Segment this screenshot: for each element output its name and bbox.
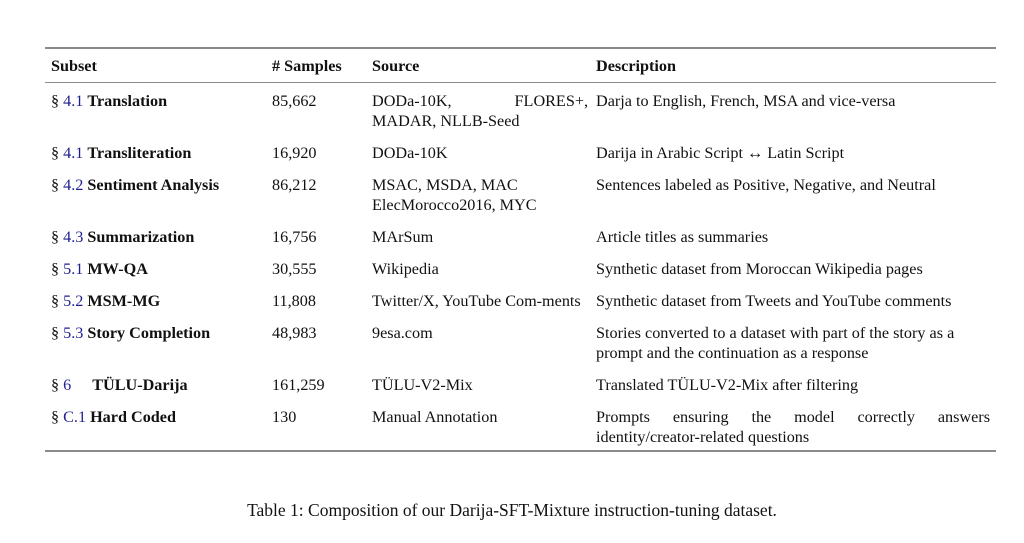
- subset-name: Hard Coded: [90, 408, 176, 426]
- subset-name: Summarization: [87, 228, 195, 246]
- subset-name: Transliteration: [87, 144, 192, 162]
- subset-name: MSM-MG: [87, 292, 161, 310]
- subset-cell: [45, 220, 272, 252]
- section-symbol: §: [51, 144, 60, 162]
- table-row: [45, 168, 996, 220]
- section-link[interactable]: 4.1: [63, 144, 84, 162]
- section-symbol: §: [51, 292, 60, 310]
- description-cell: Sentences labeled as Positive, Negative, and Neutral: [596, 176, 936, 194]
- samples-cell: 85,662: [272, 92, 317, 110]
- subset-cell: [45, 284, 272, 316]
- section-symbol: §: [51, 92, 60, 110]
- dataset-composition-table: [45, 47, 996, 452]
- source-cell: Twitter/X, YouTube Com-ments: [372, 292, 581, 310]
- section-symbol: §: [51, 324, 60, 342]
- source-cell: Manual Annotation: [372, 408, 498, 426]
- source-cell: MSAC, MSDA, MAC ElecMorocco2016, MYC: [372, 176, 537, 214]
- subset-name: TÜLU-Darija: [92, 376, 188, 394]
- description-cell: Synthetic dataset from Tweets and YouTube comments: [596, 292, 952, 310]
- section-symbol: §: [51, 376, 60, 394]
- subset-cell: [45, 316, 272, 368]
- table-row: [45, 368, 996, 400]
- samples-cell: 16,920: [272, 144, 317, 162]
- samples-cell: 86,212: [272, 176, 317, 194]
- section-link[interactable]: 4.2: [63, 176, 84, 194]
- description-cell: Stories converted to a dataset with part of the story as a prompt and the continuation as a response: [596, 324, 955, 362]
- subset-name: Story Completion: [87, 324, 211, 342]
- section-symbol: §: [51, 176, 60, 194]
- samples-cell: 130: [272, 408, 297, 426]
- subset-name: Translation: [87, 92, 168, 110]
- dataset-composition-table-container: [45, 47, 996, 452]
- table-row: [45, 220, 996, 252]
- section-link[interactable]: 6: [63, 376, 72, 394]
- section-link[interactable]: C.1: [63, 408, 87, 426]
- source-cell: DODa-10K: [372, 144, 448, 162]
- section-symbol: §: [51, 260, 60, 278]
- samples-cell: 30,555: [272, 260, 317, 278]
- description-cell: Synthetic dataset from Moroccan Wikipedia pages: [596, 260, 923, 278]
- subset-name: MW-QA: [87, 260, 148, 278]
- header-description: Description: [596, 57, 677, 75]
- subset-cell: [45, 83, 272, 137]
- description-cell: Darja to English, French, MSA and vice-versa: [596, 92, 896, 110]
- table-row: [45, 400, 996, 451]
- subset-cell: [45, 136, 272, 168]
- table-header: [45, 48, 996, 83]
- header-subset: Subset: [51, 57, 97, 75]
- description-cell: Article titles as summaries: [596, 228, 769, 246]
- section-link[interactable]: 4.1: [63, 92, 84, 110]
- samples-cell: 48,983: [272, 324, 317, 342]
- header-samples: # Samples: [272, 57, 342, 75]
- subset-cell: [45, 400, 272, 451]
- subset-cell: [45, 252, 272, 284]
- source-cell: MArSum: [372, 228, 434, 246]
- samples-cell: 161,259: [272, 376, 325, 394]
- table-caption: Table 1: Composition of our Darija-SFT-Mixture instruction-tuning dataset.: [247, 500, 777, 520]
- table-body: [45, 83, 996, 452]
- description-cell: Translated TÜLU-V2-Mix after filtering: [596, 376, 859, 394]
- source-cell: DODa-10K, FLORES+, MADAR, NLLB-Seed: [372, 92, 588, 130]
- section-link[interactable]: 5.2: [63, 292, 84, 310]
- samples-cell: 11,808: [272, 292, 316, 310]
- section-link[interactable]: 5.1: [63, 260, 84, 278]
- samples-cell: 16,756: [272, 228, 317, 246]
- subset-cell: [45, 168, 272, 220]
- source-cell: TÜLU-V2-Mix: [372, 376, 473, 394]
- header-row: [45, 48, 996, 83]
- section-link[interactable]: 4.3: [63, 228, 84, 246]
- section-link[interactable]: 5.3: [63, 324, 84, 342]
- subset-name: Sentiment Analysis: [87, 176, 220, 194]
- table-row: [45, 83, 996, 137]
- description-cell: Prompts ensuring the model correctly answers identity/creator-related questions: [596, 408, 990, 446]
- section-symbol: §: [51, 228, 60, 246]
- source-cell: 9esa.com: [372, 324, 433, 342]
- header-source: Source: [372, 57, 420, 75]
- description-cell: Darija in Arabic Script ↔ Latin Script: [596, 144, 845, 162]
- table-row: [45, 252, 996, 284]
- table-row: [45, 316, 996, 368]
- section-symbol: §: [51, 408, 60, 426]
- source-cell: Wikipedia: [372, 260, 439, 278]
- subset-cell: [45, 368, 272, 400]
- table-row: [45, 284, 996, 316]
- table-row: [45, 136, 996, 168]
